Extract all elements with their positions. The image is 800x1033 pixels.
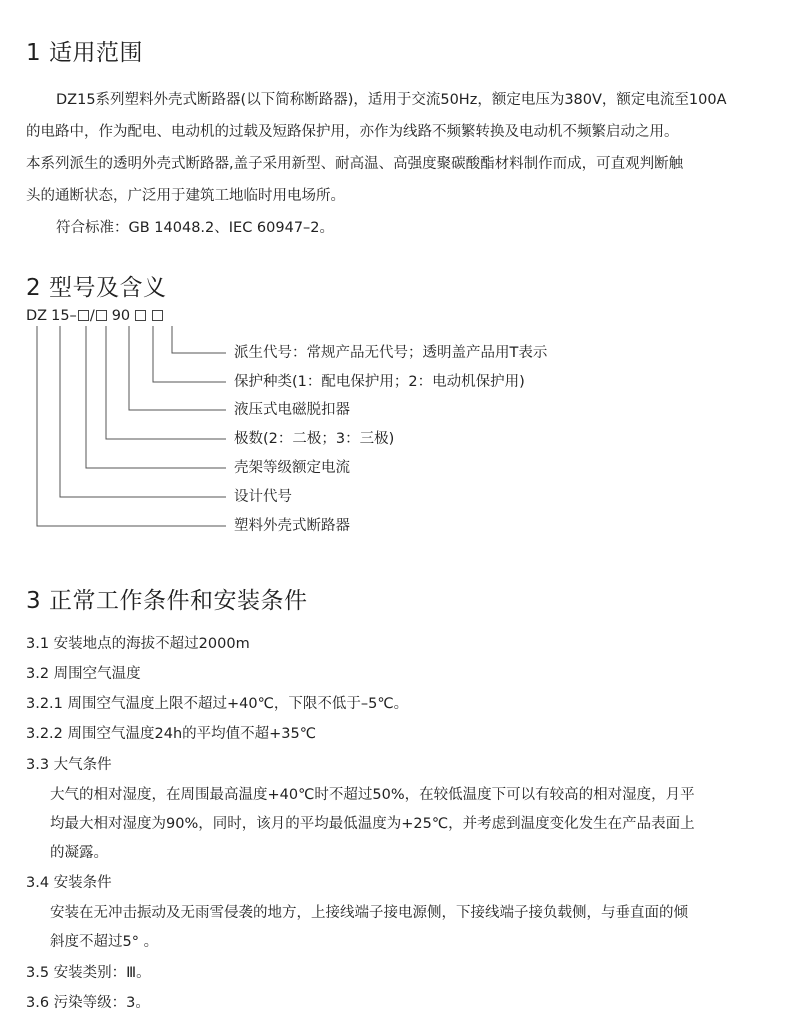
para-line — [26, 84, 782, 116]
clause-3-3: 3.3 大气条件 — [26, 757, 112, 773]
tree-line-derivative — [172, 326, 226, 353]
tree-line-protection — [153, 326, 226, 382]
para-line: 头的通断状态，广泛用于建筑工地临时用电场所。 — [26, 188, 345, 204]
body-line: 均最大相对湿度为90%，同时，该月的平均最低温度为+25℃，并考虑到温度变化发生在产品表面上 — [50, 816, 695, 832]
item-hydraulic-release: 液压式电磁脱扣器 — [234, 402, 350, 418]
placeholder-box — [78, 310, 89, 321]
tree-line-poles — [106, 326, 226, 439]
placeholder-box — [135, 310, 146, 321]
placeholder-box — [152, 310, 163, 321]
clause-3-1: 3.1 安装地点的海拔不超过2000m — [26, 636, 250, 652]
clause-3-3-body — [50, 781, 790, 868]
item-poles: 极数(2：二极；3：三极) — [234, 431, 395, 447]
section-2-heading: 2 型号及含义 — [26, 275, 167, 301]
clause-3-2-1: 3.2.1 周围空气温度上限不超过+40℃，下限不低于–5℃。 — [26, 696, 409, 712]
section-1-paragraph — [26, 84, 782, 244]
tree-line-mccb — [37, 326, 226, 526]
body-line: 安装在无冲击振动及无雨雪侵袭的地方，上接线端子接电源侧，下接线端子接负载侧，与垂直面的倾 — [50, 905, 688, 921]
tree-line-frame-current — [86, 326, 226, 468]
item-protection-type: 保护种类(1：配电保护用；2：电动机保护用) — [234, 374, 525, 390]
para-line: 的电路中，作为配电、电动机的过载及短路保护用，亦作为线路不频繁转换及电动机不频繁启动之用。 — [26, 124, 679, 140]
tree-line-design — [60, 326, 226, 497]
body-line: 的凝露。 — [50, 845, 108, 861]
item-mccb: 塑料外壳式断路器 — [234, 518, 350, 534]
section-1-heading: 1 适用范围 — [26, 40, 143, 66]
clause-3-4: 3.4 安装条件 — [26, 875, 112, 891]
model-prefix: DZ — [26, 308, 48, 324]
standard-text: 符合标准：GB 14048.2、IEC 60947–2。 — [56, 220, 335, 236]
section-3-heading: 3 正常工作条件和安装条件 — [26, 588, 308, 614]
body-line: 大气的相对湿度，在周围最高温度+40℃时不超过50%，在较低温度下可以有较高的相对湿度，月平 — [50, 787, 695, 803]
standard-line — [26, 212, 782, 244]
clause-3-2-2: 3.2.2 周围空气温度24h的平均值不超+35℃ — [26, 726, 317, 742]
clause-3-5: 3.5 安装类别：Ⅲ。 — [26, 965, 151, 981]
clause-3-2: 3.2 周围空气温度 — [26, 666, 141, 682]
model-code — [26, 306, 164, 326]
model-separator: / — [89, 308, 95, 324]
item-frame-current: 壳架等级额定电流 — [234, 460, 350, 476]
placeholder-box — [96, 310, 107, 321]
para-line: 本系列派生的透明外壳式断路器,盖子采用新型、耐高温、高强度聚碳酸酯材料制作而成，可直观判断触 — [26, 156, 684, 172]
tree-line-hydraulic — [129, 326, 226, 410]
model-number: 15– — [51, 308, 77, 324]
clause-3-4-body — [50, 899, 790, 957]
para-line-text: DZ15系列塑料外壳式断路器(以下简称断路器)，适用于交流50Hz，额定电压为380V，额定电流至100A — [56, 92, 727, 108]
body-line: 斜度不超过5° 。 — [50, 934, 159, 950]
item-derivative-code: 派生代号：常规产品无代号；透明盖产品用T表示 — [234, 345, 548, 361]
model-code-number: 90 — [111, 308, 131, 324]
item-design-code: 设计代号 — [234, 489, 292, 505]
clause-3-6: 3.6 污染等级：3。 — [26, 995, 150, 1011]
